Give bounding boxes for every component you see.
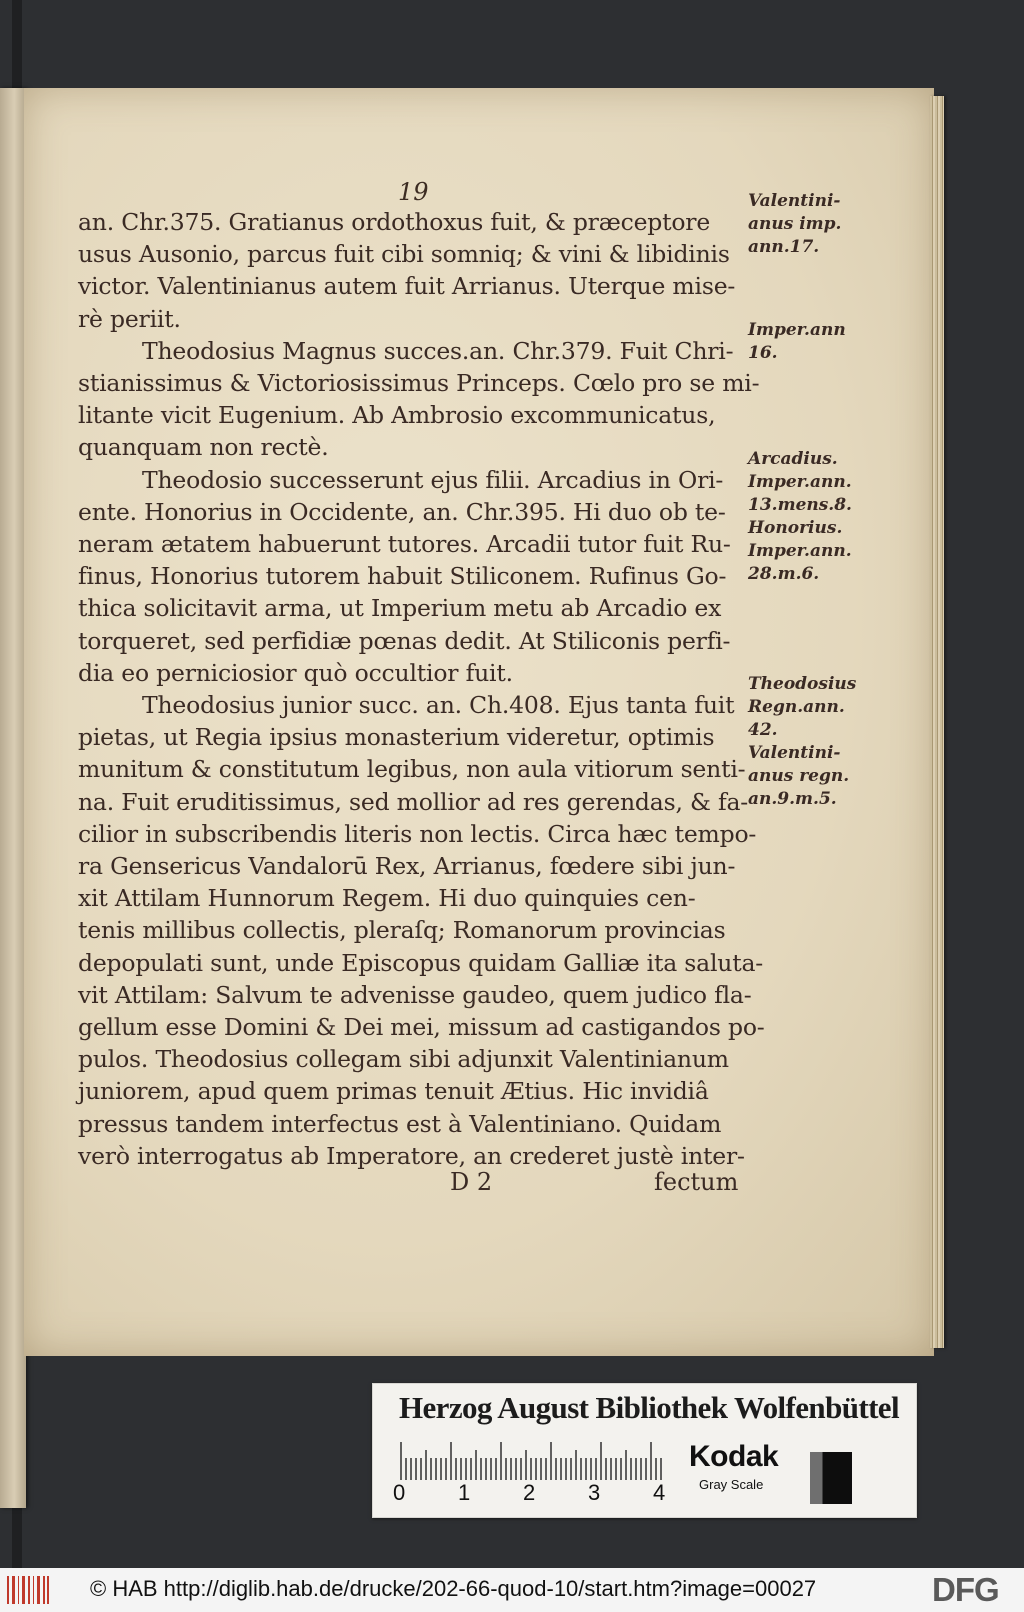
text-line: juniorem, apud quem primas tenuit Ætius. Hic invidiâ xyxy=(78,1077,709,1106)
margin-note xyxy=(748,673,856,811)
kodak-label: Kodak xyxy=(689,1440,779,1473)
text-line: pulos. Theodosius collegam sibi adjunxit Valentinianum xyxy=(78,1045,729,1074)
text-line: neram ætatem habuerunt tutores. Arcadii tutor fuit Ru- xyxy=(78,530,731,559)
gray-swatch xyxy=(810,1452,852,1504)
margin-note xyxy=(748,319,846,365)
text-line: ra Gensericus Vandalorū Rex, Arrianus, fœdere sibi jun- xyxy=(78,852,736,881)
footer-url[interactable]: © HAB http://diglib.hab.de/drucke/202-66-quod-10/start.htm?image=00027 xyxy=(90,1576,817,1601)
text-line: depopulati sunt, unde Episcopus quidam Galliæ ita saluta- xyxy=(78,948,764,977)
margin-note-line: Imper.ann xyxy=(748,319,846,340)
margin-note-line: an.9.m.5. xyxy=(748,789,837,809)
margin-note-line: Valentini- xyxy=(748,191,841,211)
text-line: gellum esse Domini & Dei mei, missum ad castigandos po- xyxy=(78,1013,765,1042)
text-line: quanquam non rectè. xyxy=(78,433,329,462)
barcode-icon xyxy=(6,1574,50,1606)
text-line: pietas, ut Regia ipsius monasterium videretur, optimis xyxy=(78,723,715,752)
margin-note-line: anus regn. xyxy=(748,766,850,786)
text-line: vit Attilam: Salvum te advenisse gaudeo, quem judico fla- xyxy=(78,980,752,1009)
catchword: fectum xyxy=(654,1168,739,1196)
text-line: ente. Honorius in Occidente, an. Chr.395. Hi duo ob te- xyxy=(78,497,726,526)
text-line: stianissimus & Victoriosissimus Princeps. Cœlo pro se mi- xyxy=(78,369,760,398)
margin-note-line: 42. xyxy=(748,720,778,740)
page-number: 19 xyxy=(398,178,429,206)
margin-note-line: ann.17. xyxy=(748,237,820,257)
text-line: verò interrogatus ab Imperatore, an crederet justè inter- xyxy=(78,1141,745,1170)
page-fore-edge xyxy=(930,96,944,1348)
ruler-number: 0 xyxy=(393,1480,406,1505)
margin-note-line: anus imp. xyxy=(748,214,842,234)
card-title: Herzog August Bibliothek Wolfenbüttel xyxy=(399,1390,899,1425)
text-line: usus Ausonio, parcus fuit cibi somniq; & vini & libidinis xyxy=(78,240,730,269)
text-line: an. Chr.375. Gratianus ordothoxus fuit, & præceptore xyxy=(78,208,711,236)
margin-note-line: Arcadius. xyxy=(748,448,838,469)
ruler-number: 1 xyxy=(458,1480,471,1505)
ruler-icon xyxy=(399,1440,663,1480)
margin-note xyxy=(748,190,841,259)
previous-page-edge xyxy=(0,88,26,1508)
signature-mark: D 2 xyxy=(450,1168,493,1196)
margin-note-line: Honorius. xyxy=(748,517,843,538)
text-line: Theodosio successerunt ejus filii. Arcadius in Ori- xyxy=(142,465,724,494)
text-line: litante vicit Eugenium. Ab Ambrosio excommunicatus, xyxy=(78,401,716,430)
margin-note-line: Regn.ann. xyxy=(748,697,845,717)
margin-note-line: Valentini- xyxy=(748,743,841,763)
margin-note xyxy=(748,448,852,586)
ruler-number: 4 xyxy=(653,1480,666,1505)
margin-note-line: Imper.ann. xyxy=(748,471,852,492)
margin-note-line: 13.mens.8. xyxy=(748,494,852,515)
text-line: xit Attilam Hunnorum Regem. Hi duo quinquies cen- xyxy=(78,884,696,913)
text-line: tenis millibus collectis, pleraſq; Romanorum provincias xyxy=(78,916,726,945)
text-line: na. Fuit eruditissimus, sed mollior ad res gerendas, & fa- xyxy=(78,787,749,816)
text-line: dia eo perniciosior quò occultior fuit. xyxy=(78,658,513,687)
margin-note-line: 28.m.6. xyxy=(748,563,820,584)
text-line: victor. Valentinianus autem fuit Arrianus. Uterque mise- xyxy=(78,272,736,301)
text-line: Theodosius junior succ. an. Ch.408. Ejus tanta fuit xyxy=(142,691,735,720)
dfg-logo: DFG xyxy=(932,1571,999,1608)
margin-note-line: 16. xyxy=(748,342,778,363)
text-line: finus, Honorius tutorem habuit Stiliconem. Rufinus Go- xyxy=(78,562,727,591)
margin-note-line: Theodosius xyxy=(748,674,857,694)
text-line: Theodosius Magnus succes.an. Chr.379. Fuit Chri- xyxy=(142,336,734,365)
text-line: rè periit. xyxy=(78,304,181,333)
ruler-number: 2 xyxy=(523,1480,536,1505)
ruler-number: 3 xyxy=(588,1480,601,1505)
text-line: torqueret, sed perfidiæ pœnas dedit. At Stiliconis perfi- xyxy=(78,626,731,655)
text-line: thica solicitavit arma, ut Imperium metu ab Arcadio ex xyxy=(78,594,722,623)
ruler-numbers xyxy=(393,1480,693,1510)
text-line: pressus tandem interfectus est à Valentiniano. Quidam xyxy=(78,1109,722,1138)
text-line: cilior in subscribendis literis non lectis. Circa hæc tempo- xyxy=(78,819,757,848)
margin-note-line: Imper.ann. xyxy=(748,540,852,561)
text-line: munitum & constitutum legibus, non aula vitiorum senti- xyxy=(78,755,746,784)
color-scale-card xyxy=(372,1383,917,1518)
gray-scale-label: Gray Scale xyxy=(699,1477,764,1492)
footer-bar xyxy=(0,1568,1024,1612)
